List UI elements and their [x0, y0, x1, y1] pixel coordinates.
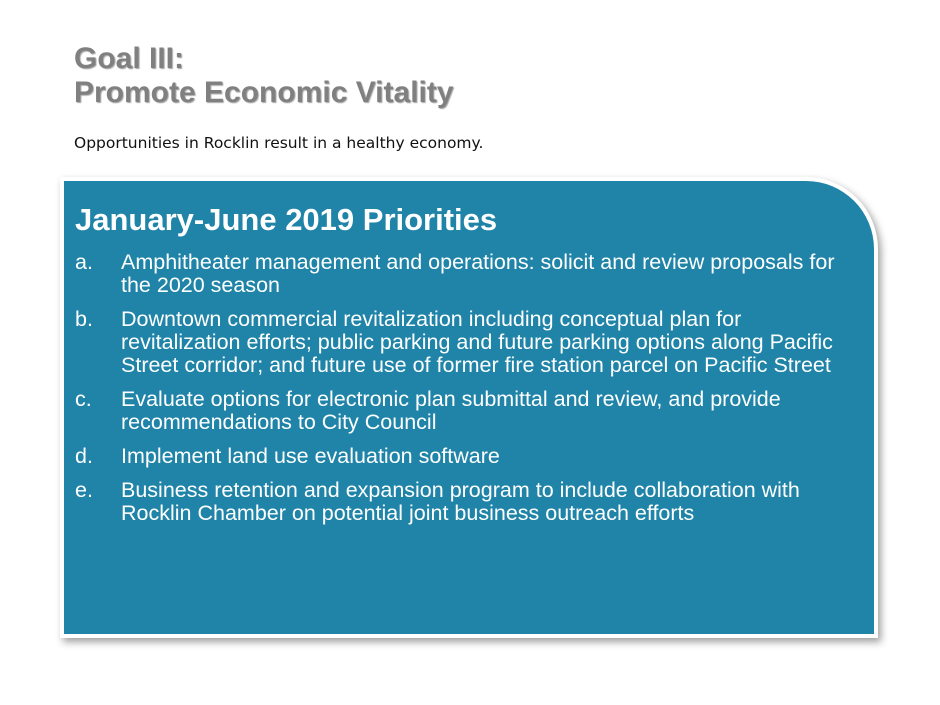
slide-title — [74, 42, 454, 110]
priority-text: Downtown commercial revitalization including conceptual plan for revitalization efforts; public parking and future parking options along Pacific Street corridor; and future use of former fire station parcel on Pacific Street — [121, 307, 833, 377]
priority-marker: b. — [75, 307, 93, 331]
priority-item-d — [75, 445, 862, 468]
slide-subtitle: Opportunities in Rocklin result in a healthy economy. — [74, 134, 484, 152]
priority-item-b — [75, 308, 862, 377]
priority-item-e — [75, 479, 862, 525]
priority-marker: c. — [75, 387, 92, 411]
priorities-panel — [64, 181, 874, 634]
priority-marker: a. — [75, 250, 93, 274]
priority-item-c — [75, 388, 862, 434]
priority-marker: d. — [75, 444, 93, 468]
slide-title-line-1: Goal III: — [74, 42, 185, 75]
priority-text: Amphitheater management and operations: solicit and review proposals for the 2020 season — [121, 250, 835, 297]
priority-text: Implement land use evaluation software — [121, 444, 500, 468]
priority-marker: e. — [75, 478, 93, 502]
priority-item-a — [75, 251, 862, 297]
priority-text: Business retention and expansion program to include collaboration with Rocklin Chamber on potential joint business outreach efforts — [121, 478, 800, 525]
priority-text: Evaluate options for electronic plan submittal and review, and provide recommendations to City Council — [121, 387, 781, 434]
priorities-heading: January-June 2019 Priorities — [75, 202, 498, 237]
priorities-list — [75, 251, 862, 525]
slide-title-line-2: Promote Economic Vitality — [74, 76, 454, 109]
